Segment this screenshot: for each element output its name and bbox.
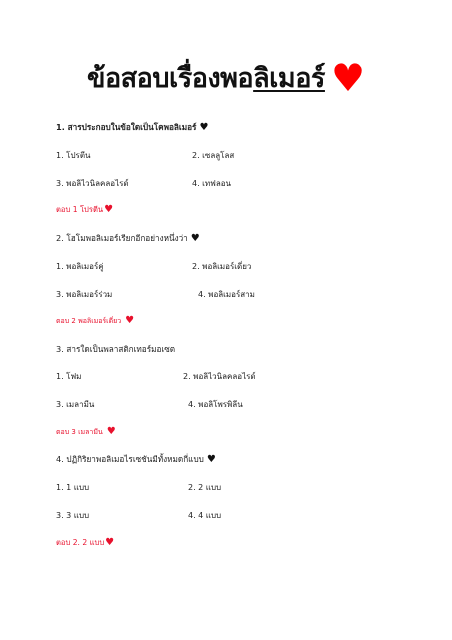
red-heart-icon: ♥ [104, 204, 114, 215]
red-heart-icon: ♥ [125, 315, 135, 326]
question-3-text: 3. สารใดเป็นพลาสติกเทอร์มอเซต [56, 344, 176, 354]
question-1-option-4: 4. เทฟลอน [192, 179, 232, 188]
question-2-option-1: 1. พอลิเมอร์คู่ [56, 262, 104, 271]
question-3-option-3: 3. เมลามีน [56, 400, 95, 409]
page-title [87, 56, 325, 99]
answer-4 [56, 537, 114, 549]
question-3 [56, 343, 175, 356]
red-heart-icon: ♥ [106, 426, 116, 437]
answer-2 [56, 315, 134, 327]
black-heart-icon: ♥ [199, 122, 209, 133]
question-2-option-3: 3. พอลิเมอร์ร่วม [56, 290, 113, 299]
answer-1 [56, 204, 113, 216]
black-heart-icon: ♥ [190, 233, 200, 244]
question-2-option-2: 2. พอลิเมอร์เดี่ยว [192, 262, 252, 271]
question-3-option-4: 4. พอลิโพรพิลีน [188, 400, 243, 409]
question-1-option-3: 3. พอลิไวนิลคลอไรด์ [56, 179, 129, 188]
question-1-option-1: 1. โปรตีน [56, 151, 91, 160]
title-part-1: ข้อสอบเรื่องพอ [86, 63, 254, 94]
question-4-option-4: 4. 4 แบบ [188, 511, 222, 520]
question-1 [56, 121, 208, 134]
answer-2-text: ตอบ 2 พอลิเมอร์เดี่ยว [56, 317, 122, 325]
question-4-option-3: 3. 3 แบบ [56, 511, 90, 520]
question-3-option-2: 2. พอลิไวนิลคลอไรด์ [183, 372, 256, 381]
question-4-option-1: 1. 1 แบบ [56, 483, 90, 492]
red-heart-icon: ♥ [105, 537, 115, 548]
question-4-option-2: 2. 2 แบบ [188, 483, 222, 492]
title-heart-icon: ♥ [330, 55, 366, 100]
question-1-option-2: 2. เซลลูโลส [192, 151, 235, 160]
title-part-2-underlined: ลิเมอร์ [253, 63, 325, 94]
question-3-option-1: 1. โฟม [56, 372, 82, 381]
question-2 [56, 232, 200, 245]
question-4 [56, 453, 216, 466]
answer-3 [56, 426, 116, 438]
question-4-text: 4. ปฏิกิริยาพอลิเมอไรเซชันมีทั้งหมดกี่แบบ [56, 454, 204, 464]
answer-4-text: ตอบ 2. 2 แบบ [56, 538, 105, 547]
answer-3-text: ตอบ 3 เมลามีน [56, 428, 103, 436]
question-1-text: 1. สารประกอบในข้อใดเป็นโคพอลิเมอร์ [56, 122, 197, 132]
question-2-option-4: 4. พอลิเมอร์สาม [198, 290, 255, 299]
answer-1-text: ตอบ 1 โปรตีน [56, 205, 104, 214]
question-2-text: 2. โฮโมพอลิเมอร์เรียกอีกอย่างหนึ่งว่า [56, 233, 188, 243]
title-row [0, 56, 452, 99]
black-heart-icon: ♥ [206, 454, 216, 465]
